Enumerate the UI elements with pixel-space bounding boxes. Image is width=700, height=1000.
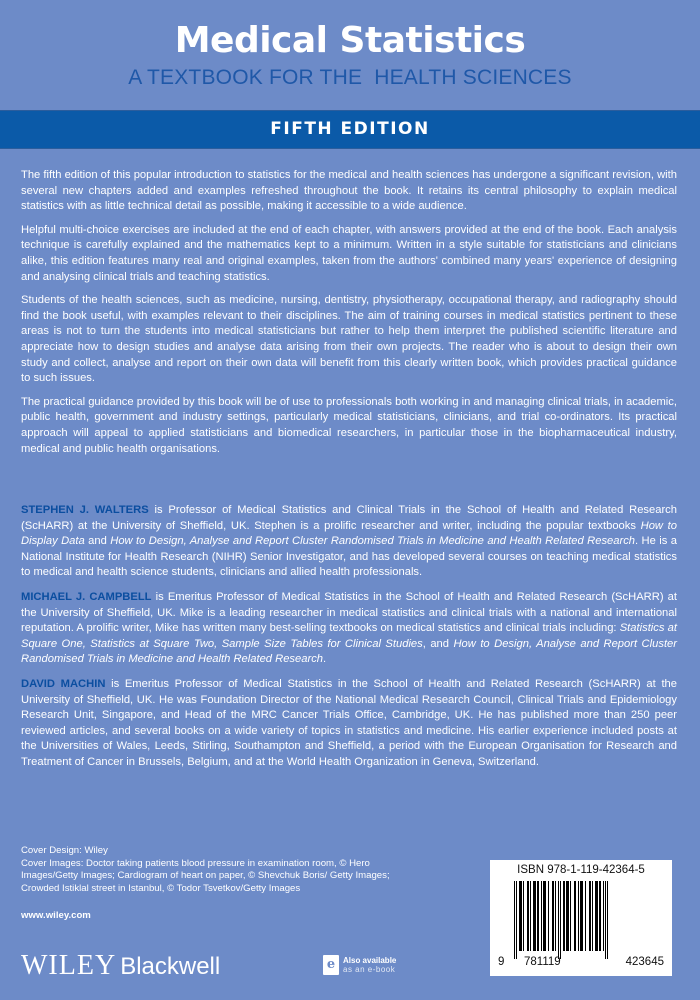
publisher-url[interactable]: www.wiley.com [21,910,91,921]
bio-text: is Emeritus Professor of Medical Statistics in the School of Health and Related Research (ScHARR) at the University of Sheffield, UK. Mike is a leading researcher in medical statistics and clinical trials with a national and international reputation. A prolific writer, Mike has written many best-selling textbooks on medical statistics and clinical trials including: [21,590,677,635]
logo-wiley: WILEY [21,950,117,981]
also-available-label: Also available [343,956,397,965]
book-title-reference: How to Display Data [21,519,677,548]
author-name: DAVID MACHIN [21,677,106,690]
cover-images-credit: Cover Images: Doctor taking patients blood pressure in examination room, © Hero Images/Getty Images; Cardiogram of heart on paper, © Shevchuk Boris/ Getty Images; Crowded Istiklal street in Istanbul, © Todor Tsvetkov/Getty Images [21,857,390,894]
bio-text: is Emeritus Professor of Medical Statistics in the School of Health and Related Research (ScHARR) at the University of Sheffield, UK. He was Foundation Director of the National Medical Research Council, Clinical Trials and Epidemiology Research Unit, Singapore, and Head of the MRC Cancer Trials Office, Cambridge, UK. He has published more than 250 peer reviewed articles, and several books on a wide variety of topics in statistics and medicine. His earlier experience included posts at the Universities of Wales, Leeds, Stirling, Southampton and Sheffield, a period with the European Organisation for Research and Treatment of Cancer in Brussels, Belgium, and at the World Health Organization in Geneva, Switzerland. [21,677,677,768]
author-bio-campbell [21,590,677,668]
isbn-label: ISBN 978-1-119-42364-5 [517,864,645,876]
book-description [21,168,677,465]
ebook-icon: e [323,955,339,975]
bio-text: , and [422,637,454,650]
barcode-bars-icon [514,881,662,957]
book-title: Medical Statistics [174,20,526,61]
description-paragraph: The practical guidance provided by this book will be of use to professionals both working in and managing clinical trials, in academic, public health, government and industry settings, particularly medical statisticians, clinicians, and trial co-ordinators. Its practical approach will appeal to applied statisticians and biomedical researchers, in particular those in the biopharmaceutical industry, medical and public health organisations. [21,395,677,455]
bio-text: . He is a National Institute for Health Research (NIHR) Senior Investigator, and has developed several courses on teaching medical statistics to medical and health science students, clinicians and allied health professionals. [21,535,677,579]
cover-design-credit: Cover Design: Wiley [21,845,108,856]
bio-text: and [84,535,111,548]
author-name: MICHAEL J. CAMPBELL [21,590,152,603]
isbn-digits [498,956,666,968]
bio-text: is Professor of Medical Statistics and Clinical Trials in the School of Health and Related Research (ScHARR) at the University of Sheffield, UK. Stephen is a prolific researcher and writer, including the popular textbooks [21,504,677,532]
edition-label: FIFTH EDITION [270,119,430,139]
author-bio-machin [21,677,677,771]
edition-band [0,110,700,149]
description-paragraph: Helpful multi-choice exercises are included at the end of each chapter, with answers provided at the end of the book. Each analysis technique is carefully explained and the mathematics kept to a minimum. Written in a style suitable for statisticians and clinicians alike, this edition features many real and original examples, taken from the authors' combined many years' experience of designing and analysing clinical trials and teaching statistics. [21,223,677,283]
cover-header [0,0,700,110]
author-bios [21,503,677,779]
author-bio-walters [21,503,677,581]
logo-blackwell: Blackwell [120,953,221,980]
wiley-blackwell-logo [21,950,220,982]
book-title-reference: How to Design, Analyse and Report Cluster Randomised Trials in Medicine and Health Related Research [110,535,636,548]
book-title-reference: Statistics at Square One, Statistics at Square Two, Sample Size Tables for Clinical Studies [21,622,677,650]
isbn-lead-digit: 9 [498,956,505,968]
book-subtitle: A TEXTBOOK FOR THE HEALTH SCIENCES [128,66,572,89]
isbn-barcode [490,860,672,976]
description-paragraph: The fifth edition of this popular introduction to statistics for the medical and health sciences has undergone a significant revision, with several new chapters added and examples refreshed throughout the book. It retains its central philosophy to explain medical statistics with as little technical detail as possible, making it accessible to a wide audience. [21,169,677,213]
description-paragraph: Students of the health sciences, such as medicine, nursing, dentistry, physiotherapy, occupational therapy, and radiography should find the book useful, with examples relevant to their disciplines. The aim of training courses in medical statistics pertinent to these areas is not to turn the students into medical statisticians but rather to help them interpret the published scientific literature and appreciate how to design studies and analyse data arising from their own projects. The reader who is about to design their own study and collect, analyse and report on their own data will benefit from this clearly written book, which provides practical guidance to such issues. [21,294,677,385]
also-available-format: as an e-book [343,965,396,974]
book-title-reference: How to Design, Analyse and Report Cluster Randomised Trials in Medicine and Health Related Research [21,637,677,666]
author-name: STEPHEN J. WALTERS [21,504,149,516]
isbn-left-digits: 781119 [524,956,561,968]
bio-text: . [323,653,327,666]
isbn-right-digits: 423645 [625,956,664,968]
ebook-availability [323,955,396,975]
cover-credits [21,845,401,895]
